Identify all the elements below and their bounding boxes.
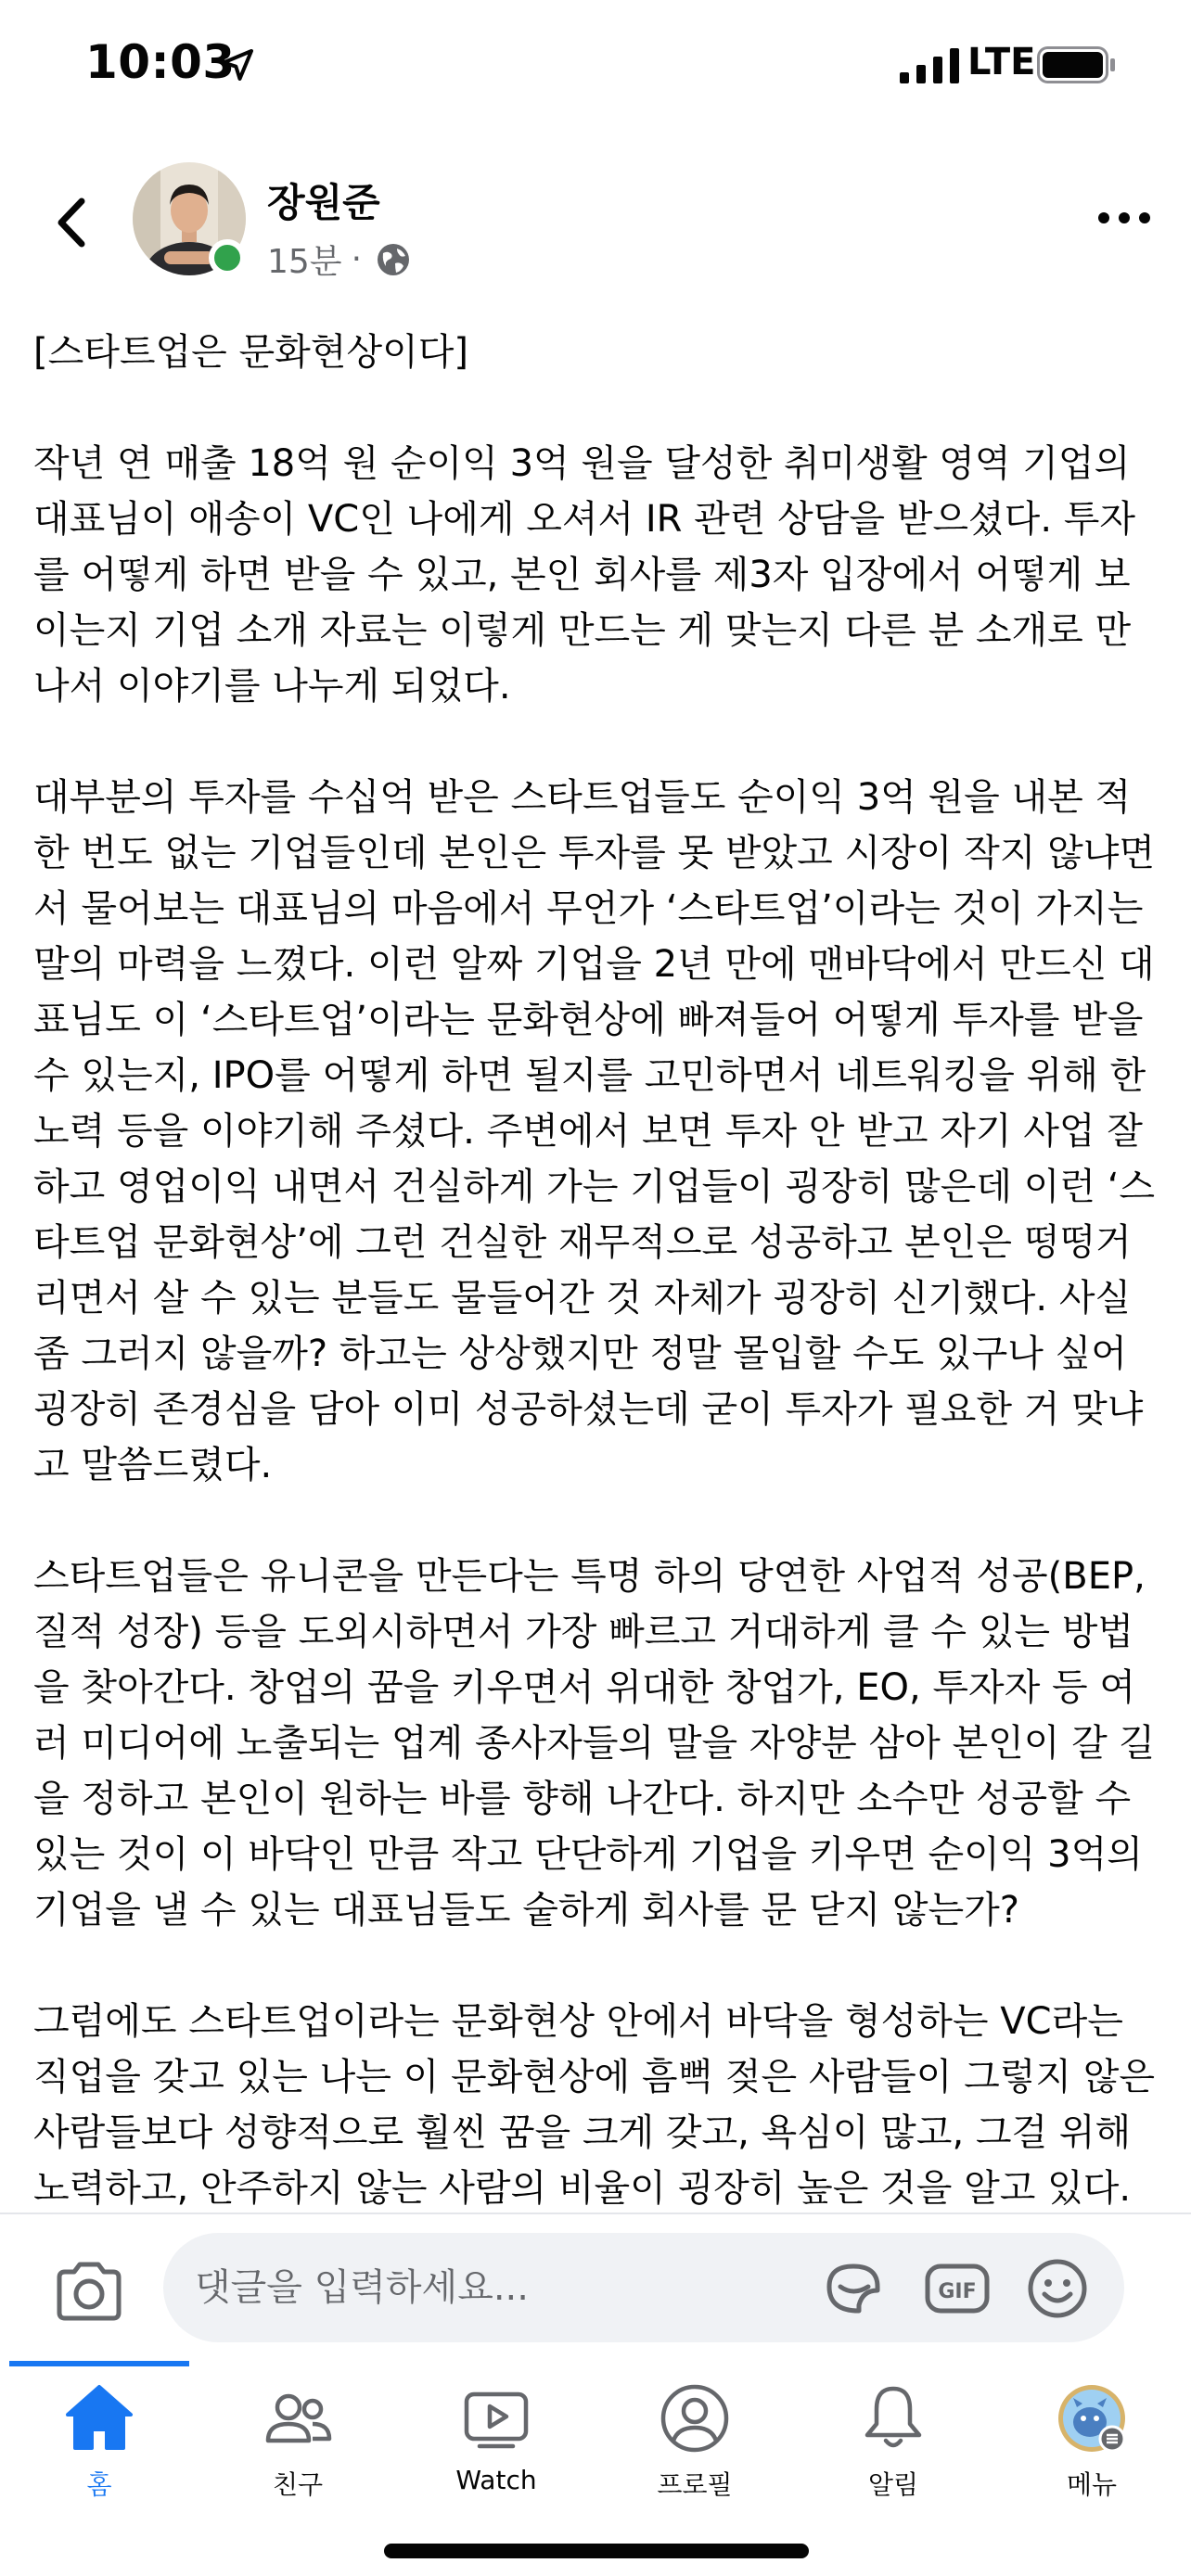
camera-icon[interactable] — [52, 2259, 126, 2324]
bell-icon — [856, 2381, 930, 2455]
tab-profile[interactable] — [596, 2381, 794, 2520]
profile-icon — [658, 2381, 732, 2455]
tab-notifications[interactable] — [794, 2381, 992, 2520]
tab-home[interactable] — [0, 2381, 198, 2520]
network-type: LTE — [967, 41, 1036, 83]
tab-label-friends: 친구 — [272, 2469, 324, 2500]
location-arrow-icon — [219, 46, 256, 83]
watch-icon — [459, 2381, 533, 2455]
active-tab-indicator — [9, 2361, 189, 2366]
tab-label-home: 홈 — [86, 2469, 112, 2500]
online-status-indicator — [209, 239, 246, 276]
battery-icon — [1037, 46, 1117, 83]
tab-label-watch: Watch — [455, 2465, 537, 2495]
back-chevron-icon[interactable] — [48, 190, 95, 255]
tab-menu[interactable] — [992, 2381, 1191, 2520]
status-bar — [0, 0, 1191, 139]
meta-separator: · — [351, 240, 363, 278]
tab-label-notifications: 알림 — [867, 2469, 919, 2500]
home-indicator[interactable] — [384, 2544, 809, 2558]
tab-friends[interactable] — [198, 2381, 397, 2520]
tab-watch[interactable] — [397, 2381, 596, 2520]
tab-label-menu: 메뉴 — [1066, 2469, 1118, 2500]
post-body — [33, 325, 1158, 2207]
emoji-icon[interactable] — [1026, 2257, 1089, 2320]
author-name[interactable]: 장원준 — [267, 180, 380, 225]
post-meta — [267, 236, 412, 283]
more-options-icon[interactable] — [1095, 195, 1154, 241]
post-paragraph: 대부분의 투자를 수십억 받은 스타트업들도 순이익 3억 원을 내본 적 한 번도 없는 기업들인데 본인은 투자를 못 받았고 시장이 작지 않냐면서 물어보는 대표님의 마음에서 무언가 ‘스타트업’이라는 것이 가지는 말의 마력을 느꼈다. 이런 알짜 기업을 2년 만에 맨바닥에서 만드신 대표님도 이 ‘스타트업’이라는 문화현상에 빠져들어 어떻게 투자를 받을 수 있는지, IPO를 어떻게 하면 될지를 고민하면서 네트워킹을 위해 한 노력 등을 이야기해 주셨다. 주변에서 보면 투자 안 받고 자기 사업 잘하고 영업이익 내면서 건실하게 가는 기업들이 굉장히 많은데 이런 ‘스타트업 문화현상’에 그런 건실한 재무적으로 성공하고 본인은 떵떵거리면서 살 수 있는 분들도 물들어간 것 자체가 굉장히 신기했다. 사실 좀 그러지 않을까? 하고는 상상했지만 정말 몰입할 수도 있구나 싶어 굉장히 존경심을 담아 이미 성공하셨는데 굳이 투자가 필요한 거 맞냐고 말씀드렸다. — [33, 776, 1156, 1486]
comment-input[interactable] — [195, 2233, 788, 2342]
globe-icon — [375, 241, 412, 278]
tab-label-profile: 프로필 — [657, 2469, 733, 2500]
friends-icon — [261, 2381, 335, 2455]
post-paragraph: 작년 연 매출 18억 원 순이익 3억 원을 달성한 취미생활 영역 기업의 대표님이 애송이 VC인 나에게 오셔서 IR 관련 상담을 받으셨다. 투자를 어떻게 하면 받을 수 있고, 본인 회사를 제3자 입장에서 어떻게 보이는지 기업 소개 자료는 이렇게 만드는 게 맞는지 다른 분 소개로 만나서 이야기를 나누게 되었다. — [33, 442, 1136, 708]
post-paragraph: 스타트업들은 유니콘을 만든다는 특명 하의 당연한 사업적 성공(BEP, 질적 성장) 등을 도외시하면서 가장 빠르고 거대하게 클 수 있는 방법을 찾아간다. 창업의 꿈을 키우면서 위대한 창업가, EO, 투자자 등 여러 미디어에 노출되는 업계 종사자들의 말을 자양분 삼아 본인이 갈 길을 정하고 본인이 원하는 바를 향해 나간다. 하지만 소수만 성공할 수 있는 것이 이 바닥인 만큼 작고 단단하게 기업을 키우면 순이익 3억의 기업을 낼 수 있는 대표님들도 숱하게 회사를 문 닫지 않는가? — [33, 1555, 1156, 1932]
gif-label: GIF — [938, 2280, 977, 2303]
post-time[interactable]: 15분 — [267, 243, 342, 281]
post-paragraph: 그럼에도 스타트업이라는 문화현상 안에서 바닥을 형성하는 VC라는 직업을 갖고 있는 나는 이 문화현상에 흠뻑 젖은 사람들이 그렇지 않은 사람들보다 성향적으로 훨씬 꿈을 크게 갖고, 욕심이 많고, 그걸 위해 노력하고, 안주하지 않는 사람의 비율이 굉장히 높은 것을 알고 있다. — [33, 2000, 1156, 2207]
gif-icon[interactable] — [924, 2261, 991, 2316]
status-time: 10:03 — [85, 35, 236, 89]
post-paragraph: [스타트업은 문화현상이다] — [33, 331, 468, 374]
home-icon — [62, 2381, 136, 2455]
sticker-icon[interactable] — [820, 2259, 887, 2318]
comment-field[interactable] — [163, 2233, 1124, 2342]
cellular-signal-icon — [900, 48, 959, 83]
comment-bar — [0, 2213, 1191, 2361]
menu-avatar-icon — [1055, 2381, 1129, 2455]
